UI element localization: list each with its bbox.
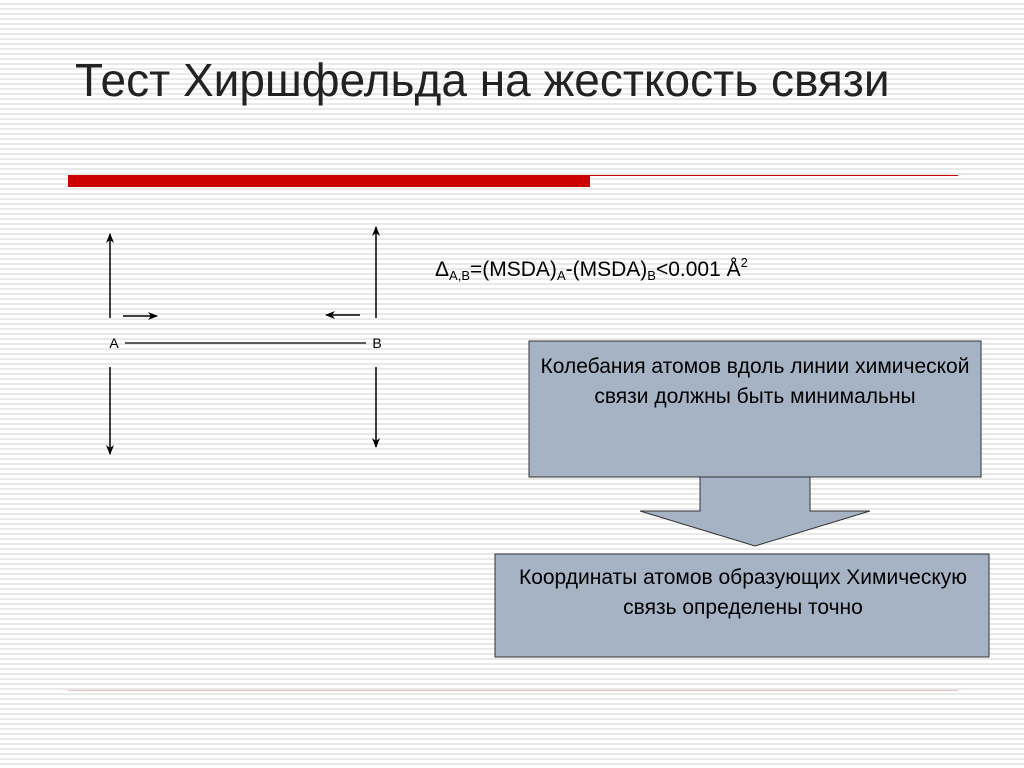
hirshfeld-formula	[435, 255, 748, 283]
box-vibration-text: Колебания атомов вдоль линии химической связи должны быть минимальны	[540, 355, 970, 408]
formula-sub-ab: A,B	[449, 268, 470, 283]
atom-a-label: A	[109, 335, 119, 351]
formula-sub-a: A	[556, 268, 566, 283]
formula-part3: <0.001 Å	[655, 258, 741, 281]
atom-b-label: B	[372, 335, 382, 351]
formula-sub-b: B	[647, 268, 656, 283]
flow-down-arrow	[640, 477, 870, 546]
formula-delta: Δ	[435, 258, 450, 281]
formula-sup: 2	[740, 255, 748, 270]
box-coordinates-text: Координаты атомов образующих Химическую связь определены точно	[518, 566, 968, 619]
footer-rule	[68, 690, 958, 691]
formula-part2: -(MSDA)	[565, 258, 648, 281]
formula-part1: =(MSDA)	[470, 258, 557, 281]
slide-title: Тест Хиршфельда на жесткость связи	[75, 54, 890, 106]
